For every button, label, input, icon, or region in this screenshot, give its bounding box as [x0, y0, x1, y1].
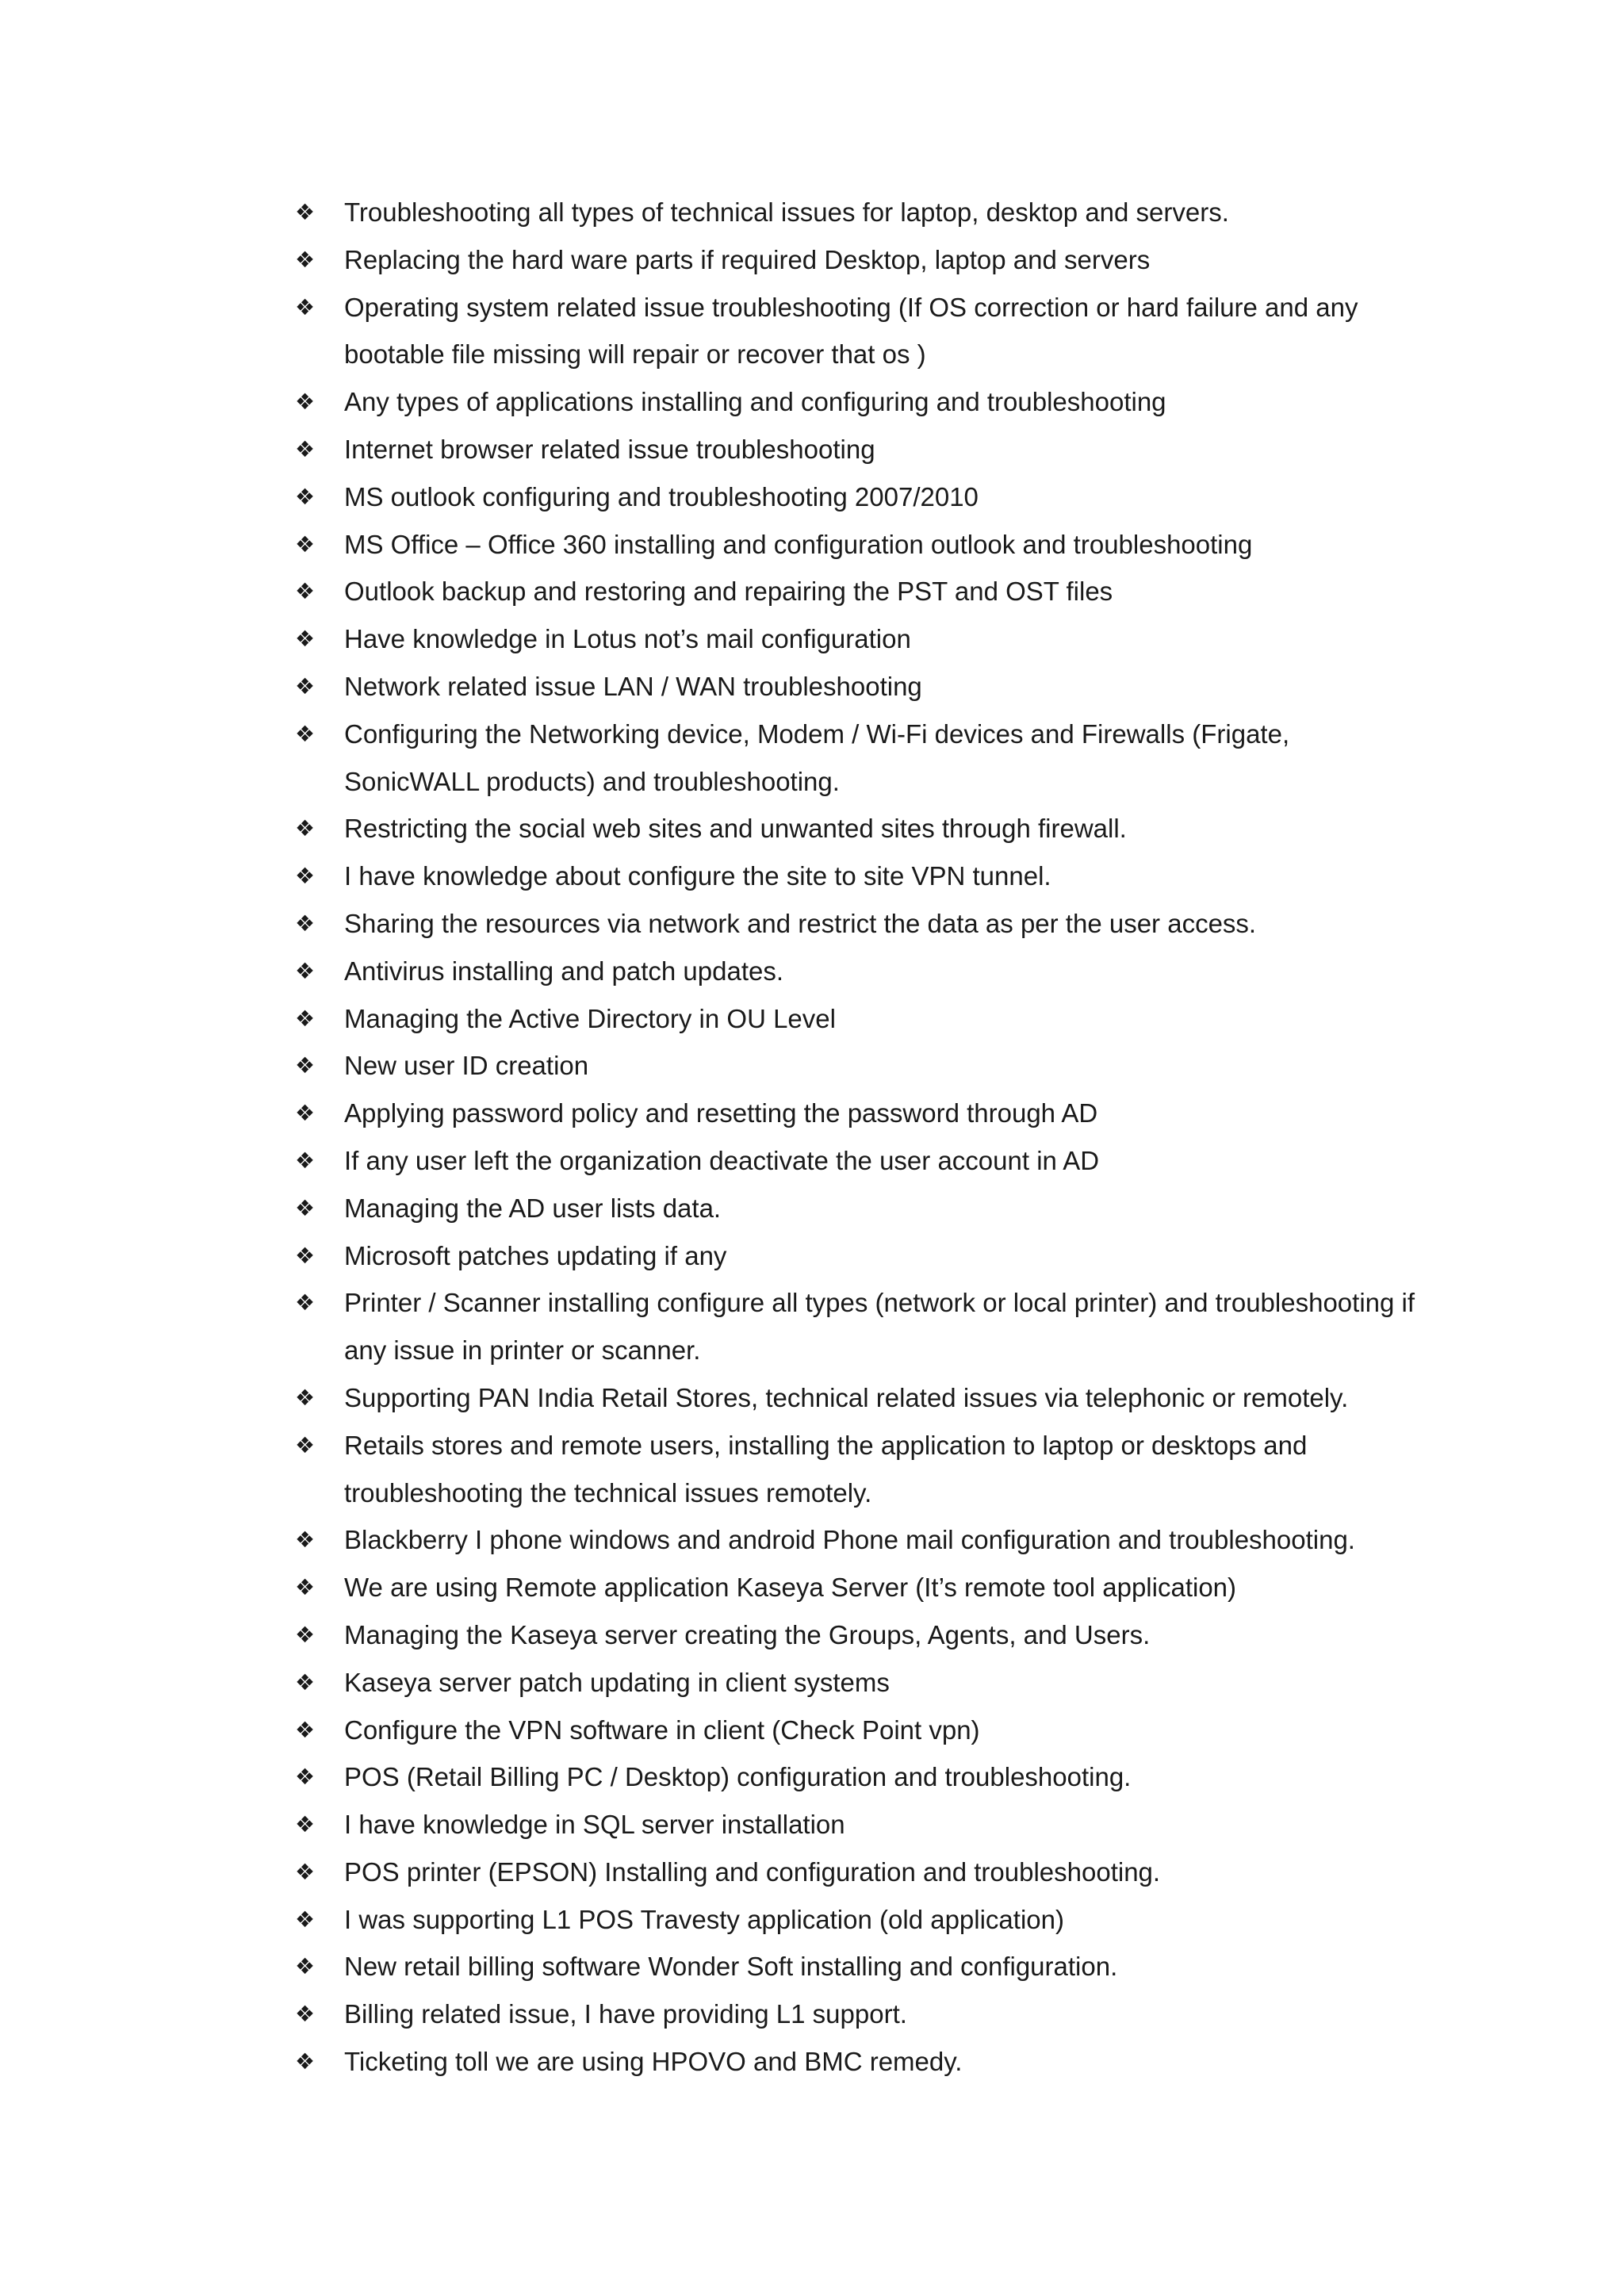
bullet-item [295, 948, 1421, 995]
bullet-text: Blackberry I phone windows and android Phone mail configuration and troubleshooting. [344, 1525, 1355, 1555]
diamond-bullet-icon: ❖ [295, 1574, 316, 1601]
bullet-item [295, 1849, 1421, 1896]
diamond-bullet-icon: ❖ [295, 1669, 316, 1695]
bullet-item [295, 473, 1421, 521]
diamond-bullet-icon: ❖ [295, 815, 316, 842]
diamond-bullet-icon: ❖ [295, 672, 316, 699]
diamond-bullet-icon: ❖ [295, 435, 316, 462]
bullet-text: Troubleshooting all types of technical issues for laptop, desktop and servers. [344, 197, 1229, 227]
diamond-bullet-icon: ❖ [295, 1005, 316, 1032]
diamond-bullet-icon: ❖ [295, 1100, 316, 1127]
bullet-item [295, 1422, 1421, 1517]
bullet-text: New retail billing software Wonder Soft installing and configuration. [344, 1952, 1118, 1982]
bullet-item [295, 521, 1421, 569]
bullet-item [295, 663, 1421, 711]
bullet-text: Managing the AD user lists data. [344, 1193, 722, 1223]
diamond-bullet-icon: ❖ [295, 578, 316, 605]
bullet-text: MS outlook configuring and troubleshooting 2007/2010 [344, 481, 979, 511]
bullet-item [295, 1042, 1421, 1090]
bullet-text: Network related issue LAN / WAN troubleshooting [344, 671, 922, 701]
diamond-bullet-icon: ❖ [295, 246, 316, 273]
bullet-text: Antivirus installing and patch updates. [344, 956, 784, 986]
diamond-bullet-icon: ❖ [295, 531, 316, 557]
bullet-item [295, 995, 1421, 1043]
bullet-text: Have knowledge in Lotus not’s mail configuration [344, 624, 911, 654]
bullet-item [295, 1896, 1421, 1944]
bullet-item [295, 805, 1421, 852]
bullet-text: Configuring the Networking device, Modem / Wi-Fi devices and Firewalls (Frigate, SonicWALL products) and troubleshooting. [344, 718, 1290, 796]
diamond-bullet-icon: ❖ [295, 1194, 316, 1221]
diamond-bullet-icon: ❖ [295, 1052, 316, 1079]
diamond-bullet-icon: ❖ [295, 2048, 316, 2075]
diamond-bullet-icon: ❖ [295, 1764, 316, 1791]
bullet-item [295, 2038, 1421, 2086]
bullet-item [295, 284, 1421, 379]
bullet-text: Supporting PAN India Retail Stores, technical related issues via telephonic or remotely. [344, 1382, 1349, 1412]
bullet-item [295, 852, 1421, 900]
diamond-bullet-icon: ❖ [295, 910, 316, 937]
diamond-bullet-icon: ❖ [295, 1431, 316, 1458]
bullet-item [295, 1990, 1421, 2038]
bullet-text: Billing related issue, I have providing L1 support. [344, 1999, 907, 2029]
diamond-bullet-icon: ❖ [295, 1858, 316, 1885]
diamond-bullet-icon: ❖ [295, 1242, 316, 1269]
bullet-text: Ticketing toll we are using HPOVO and BMC remedy. [344, 2047, 963, 2077]
bullet-text: Kaseya server patch updating in client systems [344, 1667, 890, 1697]
bullet-text: Any types of applications installing and configuring and troubleshooting [344, 387, 1166, 417]
bullet-item [295, 426, 1421, 473]
bullet-item [295, 1374, 1421, 1422]
bullet-text: Restricting the social web sites and unwanted sites through firewall. [344, 814, 1127, 844]
bullet-text: I was supporting L1 POS Travesty application (old application) [344, 1904, 1064, 1934]
diamond-bullet-icon: ❖ [295, 863, 316, 890]
bullet-item [295, 1611, 1421, 1659]
diamond-bullet-icon: ❖ [295, 1906, 316, 1933]
bullet-item [295, 1801, 1421, 1849]
diamond-bullet-icon: ❖ [295, 1147, 316, 1174]
diamond-bullet-icon: ❖ [295, 2001, 316, 2028]
skills-bullet-list [295, 189, 1421, 2086]
bullet-item [295, 900, 1421, 948]
diamond-bullet-icon: ❖ [295, 1289, 316, 1316]
bullet-item [295, 189, 1421, 236]
diamond-bullet-icon: ❖ [295, 1811, 316, 1838]
bullet-text: New user ID creation [344, 1051, 589, 1081]
diamond-bullet-icon: ❖ [295, 1621, 316, 1648]
bullet-text: Internet browser related issue troubleshooting [344, 434, 875, 464]
bullet-text: POS (Retail Billing PC / Desktop) configuration and troubleshooting. [344, 1762, 1132, 1792]
bullet-text: MS Office – Office 360 installing and configuration outlook and troubleshooting [344, 529, 1253, 559]
bullet-text: Printer / Scanner installing configure all types (network or local printer) and troubleshooting if any issue in printer or scanner. [344, 1288, 1415, 1366]
bullet-item [295, 1943, 1421, 1990]
diamond-bullet-icon: ❖ [295, 1527, 316, 1554]
diamond-bullet-icon: ❖ [295, 1384, 316, 1411]
bullet-text: We are using Remote application Kaseya Server (It’s remote tool application) [344, 1573, 1237, 1603]
bullet-text: If any user left the organization deactivate the user account in AD [344, 1145, 1100, 1175]
bullet-item [295, 615, 1421, 663]
diamond-bullet-icon: ❖ [295, 293, 316, 320]
bullet-text: Retails stores and remote users, installing the application to laptop or desktops and troubleshooting the technical issues remotely. [344, 1430, 1308, 1508]
bullet-text: Configure the VPN software in client (Check Point vpn) [344, 1715, 980, 1745]
bullet-item [295, 1707, 1421, 1754]
bullet-item [295, 378, 1421, 426]
bullet-text: Outlook backup and restoring and repairing the PST and OST files [344, 577, 1113, 607]
bullet-item [295, 1185, 1421, 1232]
diamond-bullet-icon: ❖ [295, 389, 316, 416]
bullet-text: Managing the Kaseya server creating the Groups, Agents, and Users. [344, 1619, 1151, 1649]
bullet-item [295, 236, 1421, 284]
diamond-bullet-icon: ❖ [295, 626, 316, 653]
bullet-item [295, 1516, 1421, 1564]
bullet-text: I have knowledge in SQL server installation [344, 1810, 845, 1840]
diamond-bullet-icon: ❖ [295, 199, 316, 225]
diamond-bullet-icon: ❖ [295, 957, 316, 984]
bullet-text: Sharing the resources via network and restrict the data as per the user access. [344, 908, 1257, 938]
bullet-text: Replacing the hard ware parts if required Desktop, laptop and servers [344, 244, 1151, 274]
diamond-bullet-icon: ❖ [295, 483, 316, 510]
bullet-item [295, 1232, 1421, 1280]
diamond-bullet-icon: ❖ [295, 1953, 316, 1980]
bullet-text: Managing the Active Directory in OU Level [344, 1003, 836, 1033]
bullet-text: POS printer (EPSON) Installing and configuration and troubleshooting. [344, 1856, 1161, 1887]
bullet-text: Operating system related issue troubleshooting (If OS correction or hard failure and any bootable file missing will repair or recover that os ) [344, 292, 1358, 370]
bullet-item [295, 1564, 1421, 1611]
bullet-text: Applying password policy and resetting the password through AD [344, 1098, 1098, 1128]
bullet-text: Microsoft patches updating if any [344, 1240, 727, 1270]
bullet-item [295, 711, 1421, 806]
bullet-item [295, 1090, 1421, 1137]
bullet-item [295, 1279, 1421, 1374]
diamond-bullet-icon: ❖ [295, 1716, 316, 1743]
bullet-item [295, 1137, 1421, 1185]
bullet-item [295, 1659, 1421, 1707]
diamond-bullet-icon: ❖ [295, 720, 316, 747]
bullet-text: I have knowledge about configure the site to site VPN tunnel. [344, 861, 1051, 891]
bullet-item [295, 568, 1421, 615]
bullet-item [295, 1753, 1421, 1801]
